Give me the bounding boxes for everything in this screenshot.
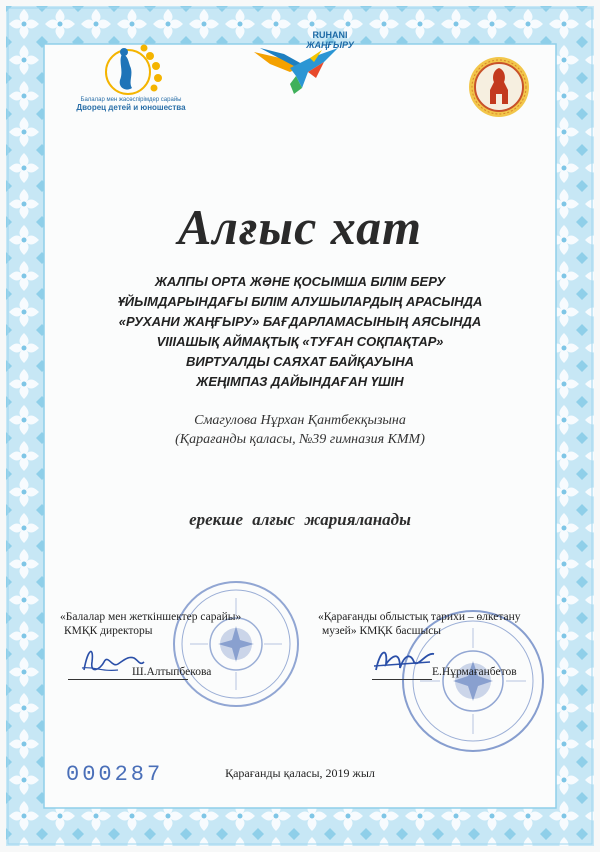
right-signatory-org: «Қарағанды облыстық тарихи – өлкетану xyxy=(318,611,521,623)
palace-caption-russian: Дворец детей и юношества xyxy=(76,103,186,112)
reason-line: ҰЙЫМДАРЫНДАҒЫ БІЛІМ АЛУШЫЛАРДЫҢ АРАСЫНДА xyxy=(117,294,483,309)
ruhani-logo-line2: ЖАҢҒЫРУ xyxy=(306,40,354,50)
reason-line: «РУХАНИ ЖАҢҒЫРУ» БАҒДАРЛАМАСЫНЫҢ АЯСЫНДА xyxy=(118,314,482,329)
award-text: ерекше алғыс жарияланады xyxy=(189,510,411,529)
right-signatory-title xyxy=(318,610,558,638)
page-title: Алғыс хат xyxy=(177,199,423,255)
museum-emblem-icon xyxy=(468,56,530,118)
left-signatory-name: Ш.Алтыпбекова xyxy=(132,666,212,678)
recipient-organization: (Қарағанды қаласы, №39 гимназия КММ) xyxy=(175,432,425,447)
right-signatory-name: Е.Нұрмағанбетов xyxy=(432,666,517,678)
left-signatory-title xyxy=(60,610,280,638)
official-seal-left-icon xyxy=(170,578,302,710)
ruhani-logo-text xyxy=(290,30,370,50)
recipient-name: Смагулова Нұрхан Қантбекқызына xyxy=(194,413,406,428)
right-handwritten-signature xyxy=(370,640,440,680)
place-and-date: Қарағанды қаласы, 2019 жыл xyxy=(225,766,375,780)
left-signature-line xyxy=(68,679,188,680)
palace-logo-caption xyxy=(66,96,196,112)
reason-line: ВИРТУАЛДЫ САЯХАТ БАЙҚАУЫНА xyxy=(186,354,414,369)
reason-line: ЖЕҢІМПАЗ ДАЙЫНДАҒАН ҮШІН xyxy=(196,374,404,389)
reason-text xyxy=(100,272,500,392)
palace-caption-kazakh: Балалар мен жасөспірімдер сарайы xyxy=(80,97,182,103)
right-signatory-position: музей» КМҚК басшысы xyxy=(322,625,442,637)
left-signatory-position: КМҚК директоры xyxy=(64,625,153,637)
recipient-block xyxy=(100,411,500,449)
left-signatory-org: «Балалар мен жеткіншектер сарайы» xyxy=(60,611,242,623)
ruhani-logo-line1: RUHANI xyxy=(312,30,348,40)
reason-line: VIIIАШЫҚ АЙМАҚТЫҚ «ТУҒАН СОҚПАҚТАР» xyxy=(156,334,444,349)
reason-line: ЖАЛПЫ ОРТА ЖӘНЕ ҚОСЫМША БІЛІМ БЕРУ xyxy=(154,274,446,289)
right-signature-line xyxy=(372,679,432,680)
serial-number: 000287 xyxy=(66,762,164,787)
